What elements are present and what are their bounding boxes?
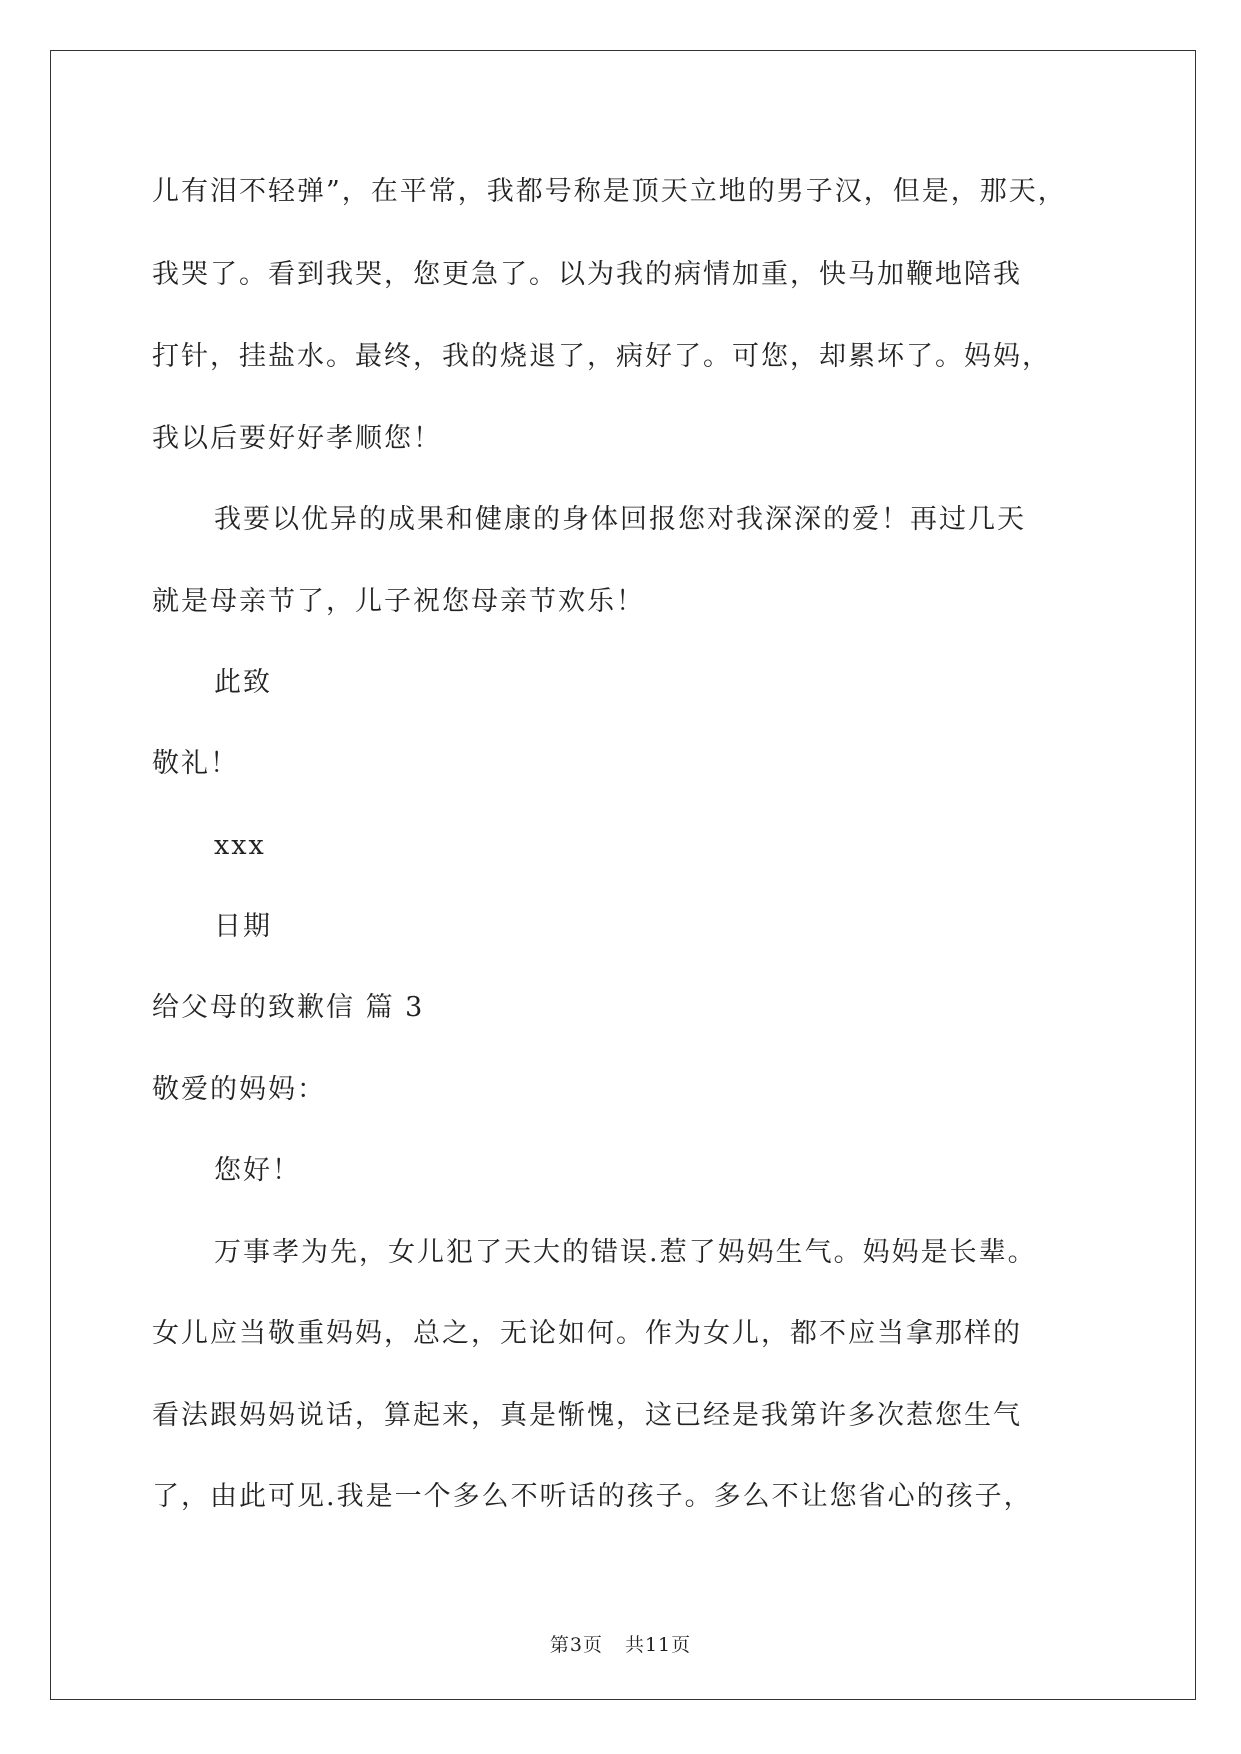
text-line: 我哭了。看到我哭，您更急了。以为我的病情加重，快马加鞭地陪我 — [152, 259, 1022, 290]
text-line: 万事孝为先，女儿犯了天大的错误.惹了妈妈生气。妈妈是长辈。 — [214, 1237, 1037, 1268]
section-heading: 给父母的致歉信 篇 3 — [152, 992, 425, 1023]
text-line: 我以后要好好孝顺您！ — [152, 423, 442, 454]
signature: xxx — [214, 830, 266, 861]
date-label: 日期 — [214, 911, 272, 942]
letter-hello: 您好！ — [214, 1155, 301, 1186]
text-line: 女儿应当敬重妈妈，总之，无论如何。作为女儿，都不应当拿那样的 — [152, 1318, 1022, 1349]
page-border — [50, 50, 1196, 1700]
text-line: 我要以优异的成果和健康的身体回报您对我深深的爱！再过几天 — [214, 504, 1026, 535]
text-line: 了，由此可见.我是一个多么不听话的孩子。多么不让您省心的孩子， — [152, 1481, 1033, 1512]
text-line: 看法跟妈妈说话，算起来，真是惭愧，这已经是我第许多次惹您生气 — [152, 1400, 1022, 1431]
closing-respect: 敬礼！ — [152, 748, 239, 779]
text-line: 就是母亲节了，儿子祝您母亲节欢乐！ — [152, 586, 645, 617]
closing-salutation: 此致 — [214, 667, 272, 698]
letter-greeting: 敬爱的妈妈： — [152, 1074, 326, 1105]
total-page-count: 共11页 — [624, 1634, 692, 1656]
text-line: 打针，挂盐水。最终，我的烧退了，病好了。可您，却累坏了。妈妈， — [152, 341, 1051, 372]
current-page-number: 第3页 — [549, 1634, 603, 1656]
text-line: 儿有泪不轻弹”，在平常，我都号称是顶天立地的男子汉，但是，那天， — [152, 176, 1067, 207]
page-footer — [0, 1633, 1241, 1657]
